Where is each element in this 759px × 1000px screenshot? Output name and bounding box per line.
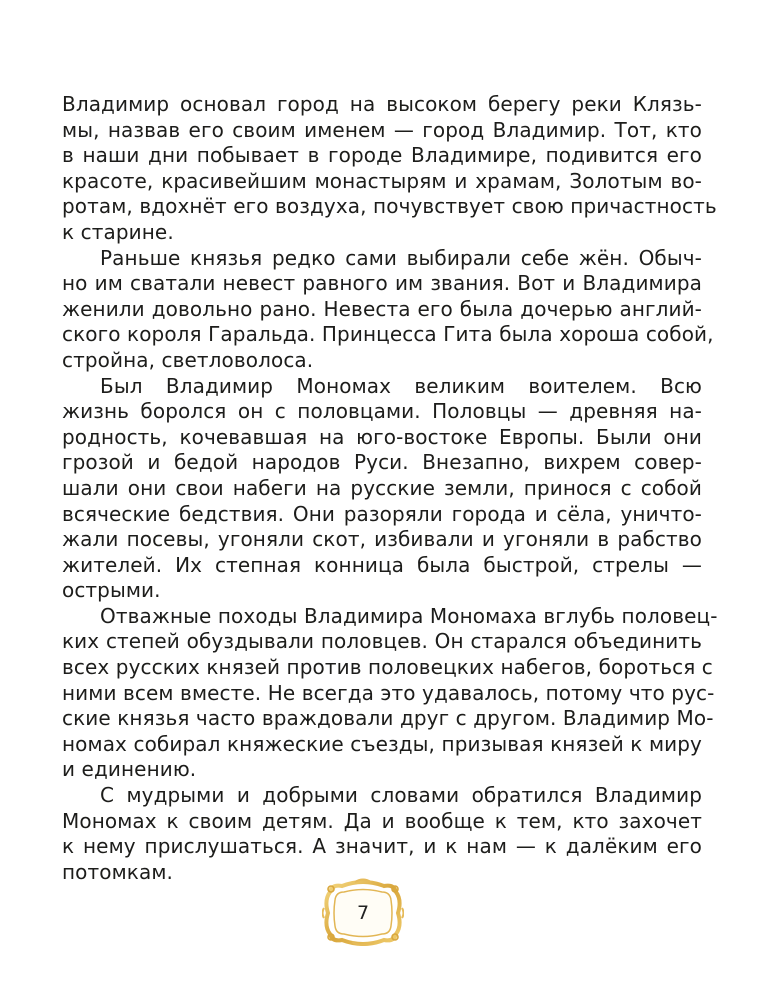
text-line: Владимир основал город на высоком берегу реки Клязь-	[62, 92, 702, 116]
text-line: острыми.	[62, 578, 161, 603]
text-line: и единению.	[62, 757, 197, 782]
page-number-frame	[322, 878, 404, 948]
text-line: всех русских князей против половецких набегов, бороться с	[62, 655, 713, 680]
text-line: жали посевы, угоняли скот, избивали и угоняли в рабство	[62, 527, 702, 552]
text-line: ними всем вместе. Не всегда это удавалось, потому что рус-	[62, 680, 715, 705]
text-line: Раньше князья редко сами выбирали себе жён. Обыч-	[100, 245, 702, 270]
text-line: женили довольно рано. Невеста его была дочерью англий-	[62, 296, 702, 321]
text-line: к старине.	[62, 219, 174, 244]
body-text	[62, 92, 718, 885]
text-line: жителей. Их степная конница была быстрой, стрелы —	[62, 552, 702, 577]
text-line: С мудрыми и добрыми словами обратился Владимир	[100, 783, 702, 808]
text-line: родность, кочевавшая на юго-востоке Европы. Были они	[62, 424, 702, 449]
text-line: Был Владимир Мономах великим воителем. Всю	[100, 373, 702, 398]
text-line: ские князья часто враждовали друг с другом. Владимир Мо-	[62, 706, 714, 731]
text-line: потомкам.	[62, 859, 173, 884]
text-line: в наши дни побывает в городе Владимире, подивится его	[62, 143, 702, 168]
text-line: стройна, светловолоса.	[62, 347, 314, 372]
text-line: ких степей обуздывали половцев. Он старался объединить	[62, 629, 702, 654]
text-line: Отважные походы Владимира Мономаха вглубь половец-	[100, 603, 718, 628]
text-line: но им сватали невест равного им звания. Вот и Владимира	[62, 271, 702, 296]
text-line: всяческие бедствия. Они разоряли города и сёла, уничто-	[62, 501, 702, 526]
text-line: грозой и бедой народов Руси. Внезапно, вихрем совер-	[62, 450, 702, 475]
text-line: номах собирал княжеские съезды, призывая князей к миру	[62, 731, 702, 756]
text-line: к нему прислушаться. А значит, и к нам — к далёким его	[62, 834, 702, 859]
text-line: шали они свои набеги на русские земли, принося с собой	[62, 475, 702, 500]
text-line: ротам, вдохнёт его воздуха, почувствует свою причастность	[62, 194, 717, 219]
text-line: ского короля Гаральда. Принцесса Гита была хороша собой,	[62, 322, 714, 347]
text-line: мы, назвав его своим именем — город Владимир. Тот, кто	[62, 117, 702, 142]
text-line: Мономах к своим детям. Да и вообще к тем, кто захочет	[62, 808, 702, 833]
page-number: 7	[356, 902, 370, 924]
text-line: жизнь боролся он с половцами. Половцы — древняя на-	[62, 399, 702, 424]
text-line: красоте, красивейшим монастырям и храмам, Золотым во-	[62, 168, 702, 193]
